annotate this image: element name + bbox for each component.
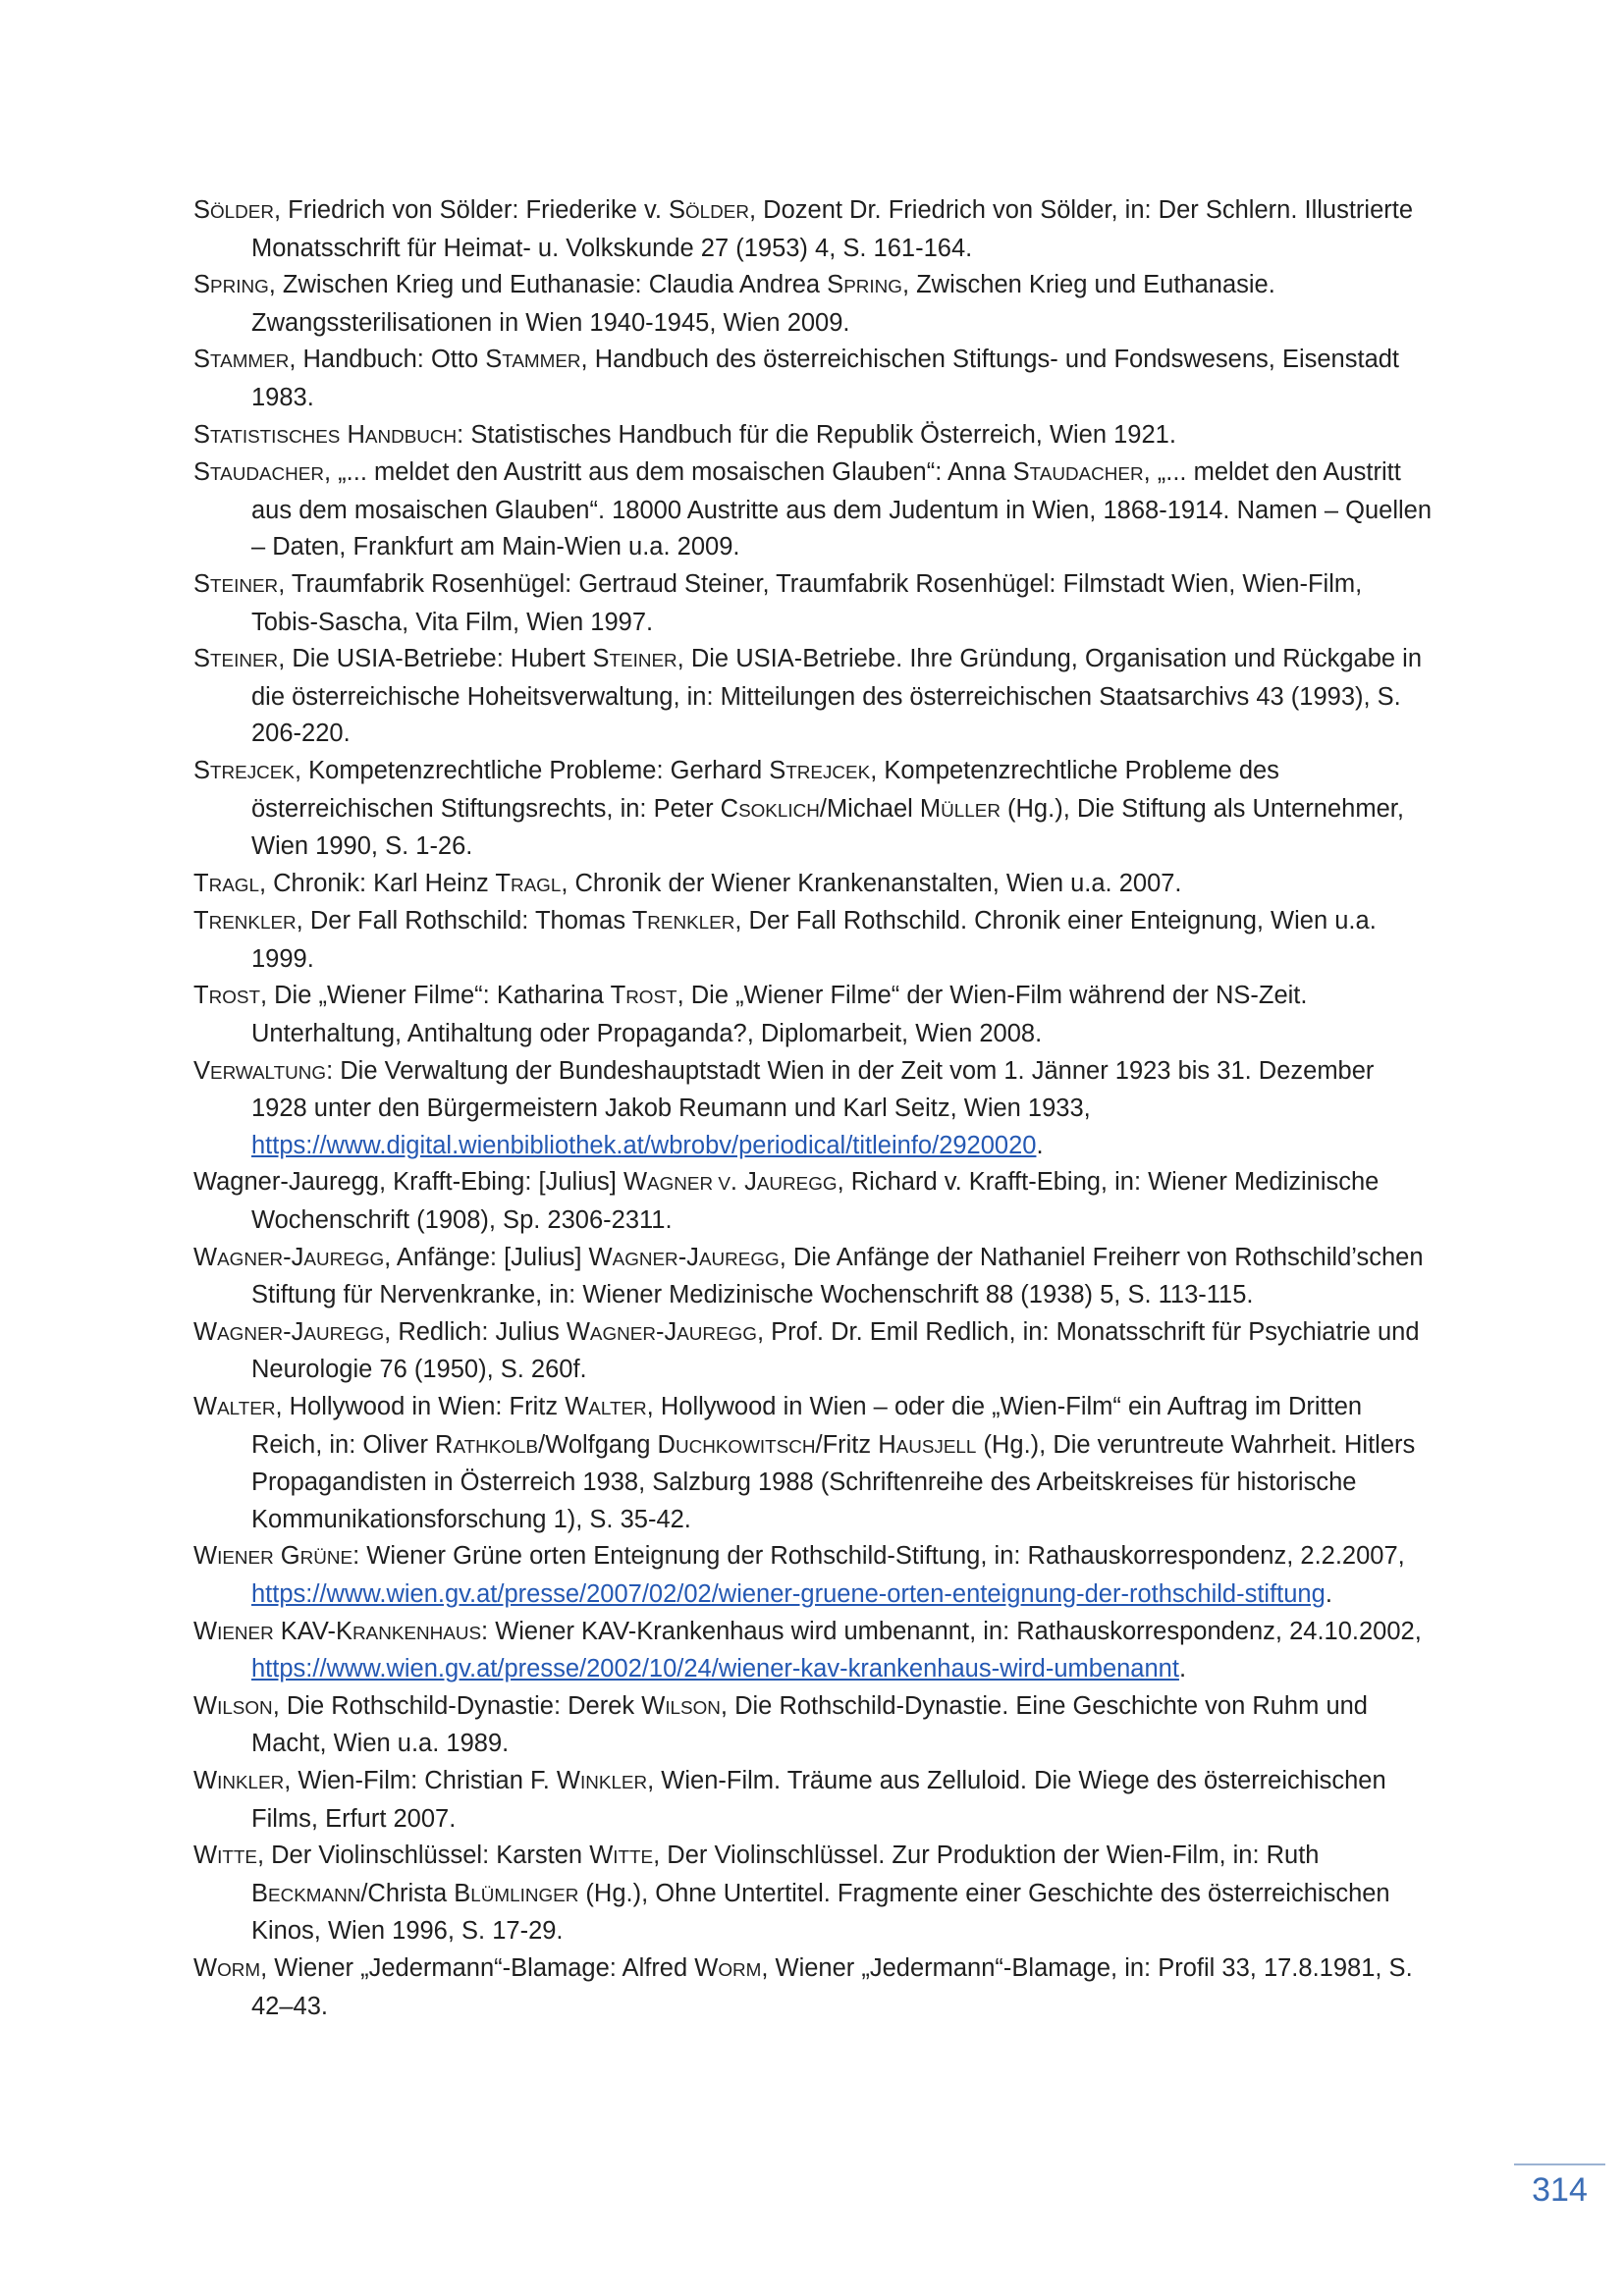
entry-text: W <box>193 1393 218 1420</box>
entry-text: , „... meldet den Austritt aus dem mosaischen Glauben“. 18000 Austritte aus dem Judentum in Wien, 1868-1914. Namen – Quellen – Daten, Frankfurt am Main-Wien u.a. 2009. <box>251 458 1433 561</box>
bibliography-entry <box>193 1164 1433 1239</box>
entry-text: W <box>193 1842 218 1870</box>
entry-text: , Die USIA-Betriebe. Ihre Gründung, Organisation und Rückgabe in die österreichische Hoheitsverwaltung, in: Mitteilungen des österreichischen Staatsarchivs 43 (1993), S. 206-220. <box>251 645 1423 748</box>
entry-text: , Die Anfänge der Nathaniel Freiherr von Rothschild’schen Stiftung für Nervenkranke, in: Wiener Medizinische Wochenschrift 88 (1938) 5, S. 113-115. <box>251 1243 1424 1309</box>
small-caps-name: ÜLLER <box>941 799 1001 821</box>
bibliography-entry <box>193 1538 1433 1613</box>
entry-text: , Handbuch des österreichischen Stiftungs- und Fondswesens, Eisenstadt 1983. <box>251 346 1400 411</box>
entry-text: , Chronik: Karl Heinz T <box>258 869 511 897</box>
small-caps-name: TATISTISCHES <box>210 425 341 447</box>
reference-link[interactable]: https://www.wien.gv.at/presse/2007/02/02/wiener-gruene-orten-enteignung-der-rothschild-stiftung <box>251 1579 1326 1608</box>
bibliography-entry <box>193 417 1433 455</box>
entry-text: G <box>273 1542 300 1571</box>
bibliography-list <box>193 192 1433 2025</box>
entry-text: : Die Verwaltung der Bundeshauptstadt Wien in der Zeit vom 1. Jänner 1923 bis 31. Dezember 1928 unter den Bürgermeistern Jakob Reumann und Karl Seitz, Wien 1933, <box>251 1056 1375 1123</box>
small-caps-name: AGNER <box>217 1248 284 1269</box>
reference-link[interactable]: https://www.digital.wienbibliothek.at/wbrobv/periodical/titleinfo/2920020 <box>251 1131 1037 1159</box>
entry-text: : Statistisches Handbuch für die Republik Österreich, Wien 1921. <box>457 420 1176 449</box>
entry-text: , Der Violinschlüssel: Karsten W <box>256 1842 614 1870</box>
small-caps-name: ANDBUCH <box>364 425 458 447</box>
entry-text: : Wiener Grüne orten Enteignung der Rothschild-Stiftung, in: Rathauskorrespondenz, 2.2.2007, <box>352 1542 1405 1571</box>
small-caps-name: ECKMANN <box>268 1884 361 1905</box>
entry-text: S <box>193 756 211 784</box>
small-caps-name: RANKENHAUS <box>352 1622 482 1643</box>
entry-text: , Friedrich von Sölder: Friederike v. S <box>274 196 686 224</box>
small-caps-name: TAUDACHER <box>1029 463 1144 485</box>
small-caps-name: AUSJELL <box>895 1435 977 1457</box>
entry-text: V <box>193 1056 211 1085</box>
entry-text: , Zwischen Krieg und Euthanasie. Zwangssterilisationen in Wien 1940-1945, Wien 2009. <box>251 271 1275 337</box>
small-caps-name: AGNER <box>217 1322 284 1344</box>
entry-text: , Der Fall Rothschild: Thomas T <box>296 907 648 935</box>
entry-text: S <box>193 569 211 598</box>
bibliography-entry <box>193 192 1433 267</box>
entry-text: . J <box>730 1168 757 1197</box>
entry-text: W <box>193 1617 218 1645</box>
small-caps-name: INKLER <box>580 1771 648 1792</box>
small-caps-name: TAUDACHER <box>210 463 324 485</box>
entry-text: , Die „Wiener Filme“ der Wien-Film während der NS-Zeit. Unterhaltung, Antihaltung oder Propaganda?, Diplomarbeit, Wien 2008. <box>251 982 1308 1048</box>
entry-text: , Chronik der Wiener Krankenanstalten, Wien u.a. 2007. <box>561 869 1182 897</box>
bibliography-entry <box>193 1763 1433 1838</box>
entry-text: , Anfänge: [Julius] W <box>384 1243 613 1271</box>
bibliography-entry <box>193 267 1433 342</box>
entry-text: H <box>340 420 365 449</box>
bibliography-entry <box>193 566 1433 641</box>
small-caps-name: TEINER <box>210 574 279 596</box>
entry-text: KAV-K <box>273 1617 353 1645</box>
small-caps-name: AGNER <box>589 1322 656 1344</box>
small-caps-name: ORM <box>718 1958 762 1980</box>
small-caps-name: TEINER <box>609 650 677 671</box>
bibliography-entry <box>193 342 1433 416</box>
bibliography-entry <box>193 454 1433 566</box>
entry-text: , Wiener „Jedermann“-Blamage, in: Profil 33, 17.8.1981, S. 42–43. <box>251 1953 1413 2020</box>
bibliography-entry <box>193 1950 1433 2025</box>
entry-text: W <box>193 1953 218 1982</box>
small-caps-name: AGNER <box>612 1248 678 1269</box>
small-caps-name: ILSON <box>217 1696 273 1718</box>
entry-text: , Wiener „Jedermann“-Blamage: Alfred W <box>260 1953 719 1982</box>
entry-text: , Kompetenzrechtliche Probleme des österreichischen Stiftungsrechts, in: Peter C <box>251 756 1279 823</box>
small-caps-name: ORM <box>217 1958 261 1980</box>
bibliography-entry <box>193 641 1433 753</box>
small-caps-name: LÜMLINGER <box>470 1884 579 1905</box>
entry-text: -J <box>283 1317 304 1346</box>
small-caps-name: ALTER <box>217 1398 276 1418</box>
entry-text: . <box>1036 1131 1044 1159</box>
bibliography-entry <box>193 1053 1433 1165</box>
small-caps-name: PRING <box>843 276 902 297</box>
entry-text: , Dozent Dr. Friedrich von Sölder, in: Der Schlern. Illustrierte Monatsschrift für Heimat- u. Volkskunde 27 (1953) 4, S. 161-164. <box>251 196 1414 262</box>
bibliography-entry <box>193 903 1433 978</box>
bibliography-entry <box>193 1688 1433 1763</box>
entry-text: , Die „Wiener Filme“: Katharina T <box>259 982 626 1010</box>
small-caps-name: RÜNE <box>299 1547 353 1569</box>
entry-text: T <box>193 869 209 897</box>
entry-text: , Richard v. Krafft-Ebing, in: Wiener Medizinische Wochenschrift (1908), Sp. 2306-2311. <box>251 1168 1380 1235</box>
entry-text: , „... meldet den Austritt aus dem mosaischen Glauben“: Anna S <box>323 458 1030 487</box>
entry-text: , Redlich: Julius W <box>384 1317 590 1346</box>
small-caps-name: ALTER <box>588 1398 647 1418</box>
entry-text: /Christa B <box>360 1879 471 1907</box>
small-caps-name: ATHKOLB <box>453 1435 539 1457</box>
small-caps-name: SOKLICH <box>738 799 820 821</box>
entry-text: /Wolfgang D <box>538 1430 676 1459</box>
small-caps-name: TAMMER <box>210 350 290 372</box>
entry-text: T <box>193 982 209 1010</box>
entry-text: (Hg.), Ohne Untertitel. Fragmente einer Geschichte des österreichischen Kinos, Wien 1996, S. 17-29. <box>251 1879 1390 1946</box>
entry-text: , Die Rothschild-Dynastie. Eine Geschichte von Ruhm und Macht, Wien u.a. 1989. <box>251 1691 1368 1758</box>
bibliography-entry <box>193 753 1433 866</box>
entry-text: , Hollywood in Wien – oder die „Wien-Film“ ein Auftrag im Dritten Reich, in: Oliver R <box>251 1393 1363 1459</box>
entry-text: . <box>1178 1655 1187 1683</box>
reference-link[interactable]: https://www.wien.gv.at/presse/2002/10/24/wiener-kav-krankenhaus-wird-umbenannt <box>251 1655 1179 1683</box>
small-caps-name: AUREGG <box>677 1322 757 1344</box>
small-caps-name: INKLER <box>217 1771 285 1792</box>
entry-text: -J <box>677 1243 699 1271</box>
entry-text: , Handbuch: Otto S <box>289 346 503 374</box>
entry-text: S <box>193 196 211 224</box>
small-caps-name: AUREGG <box>756 1173 838 1195</box>
bibliography-entry <box>193 1614 1433 1688</box>
small-caps-name: TEINER <box>210 650 279 671</box>
small-caps-name: ÖLDER <box>685 201 749 222</box>
entry-text: Wagner-Jauregg, Krafft-Ebing: [Julius] W <box>193 1168 648 1197</box>
entry-text: , Wien-Film: Christian F. W <box>284 1766 580 1794</box>
small-caps-name: TREJCEK <box>210 761 295 782</box>
entry-text: S <box>193 346 211 374</box>
entry-text: W <box>193 1766 218 1794</box>
entry-text: /Michael M <box>819 794 942 823</box>
entry-text: , Prof. Dr. Emil Redlich, in: Monatsschrift für Psychiatrie und Neurologie 76 (1950), S. 260f. <box>251 1317 1420 1384</box>
entry-text: , Der Fall Rothschild. Chronik einer Enteignung, Wien u.a. 1999. <box>251 907 1377 973</box>
small-caps-name: IENER <box>217 1622 274 1643</box>
entry-text: W <box>193 1243 218 1271</box>
entry-text: , Kompetenzrechtliche Probleme: Gerhard S <box>294 756 786 784</box>
bibliography-entry <box>193 978 1433 1052</box>
entry-text: , Der Violinschlüssel. Zur Produktion der Wien-Film, in: Ruth B <box>251 1842 1320 1907</box>
entry-text: -J <box>655 1317 677 1346</box>
small-caps-name: RENKLER <box>208 912 297 934</box>
small-caps-name: ILSON <box>665 1696 721 1718</box>
small-caps-name: ERWALTUNG <box>210 1061 327 1083</box>
small-caps-name: ÖLDER <box>210 201 274 222</box>
entry-text: S <box>193 420 211 449</box>
entry-text: T <box>193 907 209 935</box>
small-caps-name: TAMMER <box>502 350 581 372</box>
small-caps-name: RAGL <box>208 874 259 895</box>
small-caps-name: RAGL <box>510 874 562 895</box>
page-number: 314 <box>1532 2171 1588 2209</box>
entry-text: (Hg.), Die veruntreute Wahrheit. Hitlers Propagandisten in Österreich 1938, Salzburg 1988 (Schriftenreihe des Arbeitskreises für historische Kommunikationsforschung 1), S. 35-42. <box>251 1430 1416 1533</box>
bibliography-entry <box>193 866 1433 904</box>
entry-text: , Die USIA-Betriebe: Hubert S <box>278 645 610 673</box>
small-caps-name: AUREGG <box>303 1322 385 1344</box>
entry-text: W <box>193 1542 218 1571</box>
small-caps-name: AGNER V <box>647 1173 731 1195</box>
small-caps-name: PRING <box>210 276 269 297</box>
small-caps-name: TREJCEK <box>785 761 871 782</box>
entry-text: , Traumfabrik Rosenhügel: Gertraud Steiner, Traumfabrik Rosenhügel: Filmstadt Wien, Wien-Film, Tobis-Sascha, Vita Film, Wien 1997. <box>251 569 1363 636</box>
entry-text: W <box>193 1691 218 1720</box>
small-caps-name: AUREGG <box>698 1248 780 1269</box>
entry-text: (Hg.), Die Stiftung als Unternehmer, Wien 1990, S. 1-26. <box>251 794 1404 861</box>
bibliography-entry <box>193 1314 1433 1389</box>
entry-text: S <box>193 645 211 673</box>
entry-text: , Zwischen Krieg und Euthanasie: Claudia Andrea S <box>268 271 844 299</box>
bibliography-entry <box>193 1240 1433 1314</box>
entry-text: , Wien-Film. Träume aus Zelluloid. Die Wiege des österreichischen Films, Erfurt 2007. <box>251 1766 1386 1833</box>
entry-text: -J <box>283 1243 304 1271</box>
entry-text: W <box>193 1317 218 1346</box>
small-caps-name: ROST <box>208 987 260 1008</box>
entry-text: , Die Rothschild-Dynastie: Derek W <box>272 1691 666 1720</box>
small-caps-name: RENKLER <box>647 912 735 934</box>
small-caps-name: ITTE <box>613 1846 654 1868</box>
small-caps-name: IENER <box>217 1547 274 1569</box>
entry-text: . <box>1325 1579 1332 1608</box>
small-caps-name: ROST <box>625 987 677 1008</box>
entry-text: /Fritz H <box>815 1430 896 1459</box>
small-caps-name: ITTE <box>217 1846 257 1868</box>
entry-text: S <box>193 458 211 487</box>
small-caps-name: AUREGG <box>303 1248 385 1269</box>
entry-text: S <box>193 271 211 299</box>
bibliography-entry <box>193 1838 1433 1950</box>
entry-text: : Wiener KAV-Krankenhaus wird umbenannt, in: Rathauskorrespondenz, 24.10.2002, <box>481 1617 1422 1645</box>
bibliography-entry <box>193 1389 1433 1538</box>
small-caps-name: UCHKOWITSCH <box>675 1435 816 1457</box>
entry-text: , Hollywood in Wien: Fritz W <box>275 1393 589 1420</box>
